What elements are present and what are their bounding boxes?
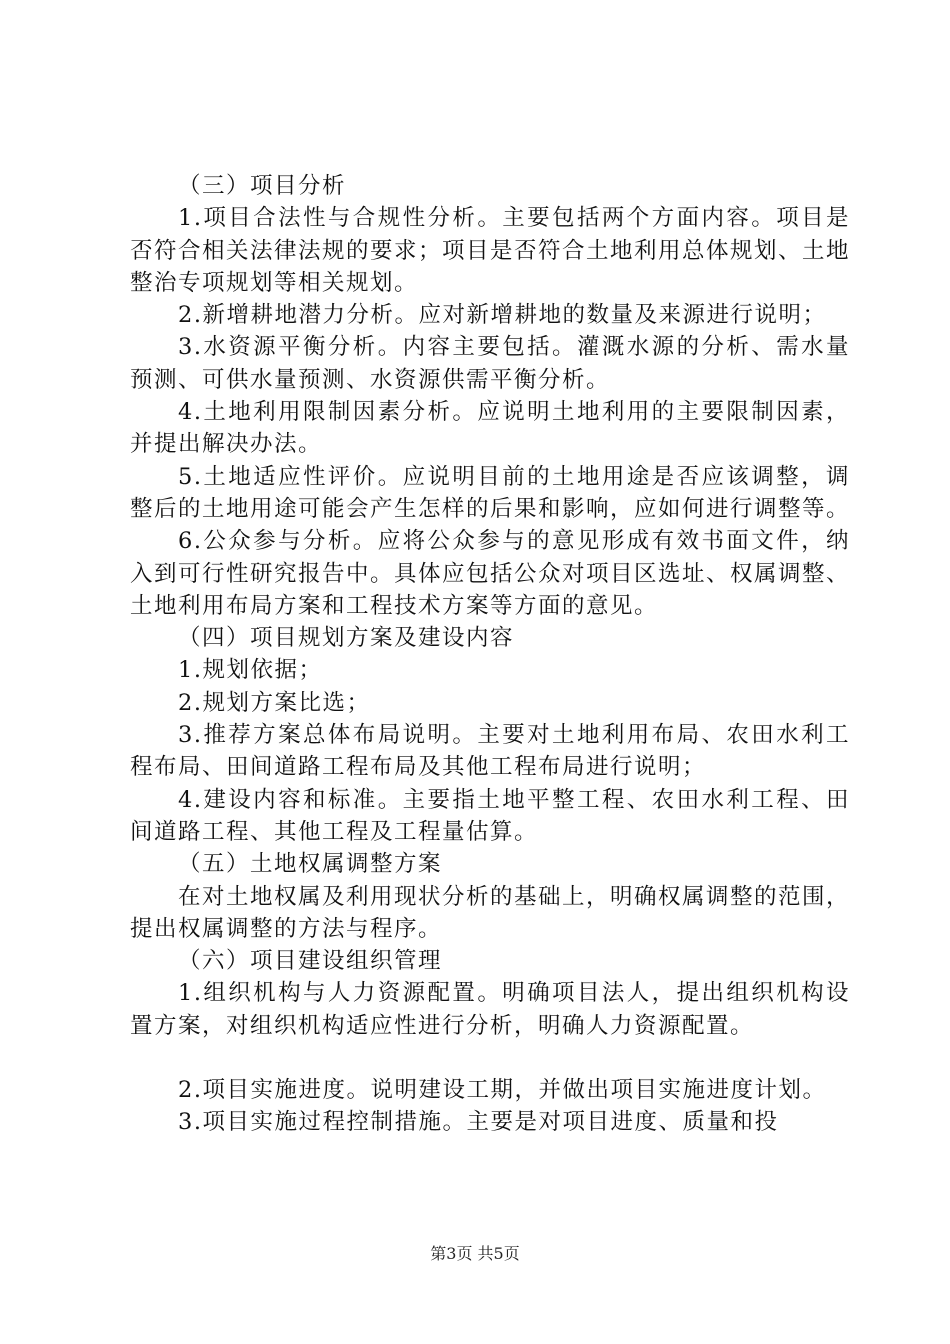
paragraph: 在对土地权属及利用现状分析的基础上，明确权属调整的范围，提出权属调整的方法与程序。 — [130, 883, 851, 942]
paragraph: 6.公众参与分析。应将公众参与的意见形成有效书面文件，纳入到可行性研究报告中。具体应包括公众对项目区选址、权属调整、土地利用布局方案和工程技术方案等方面的意见。 — [130, 528, 851, 619]
paragraph: 5.土地适应性评价。应说明目前的土地用途是否应该调整，调整后的土地用途可能会产生怎样的后果和影响，应如何进行调整等。 — [130, 463, 851, 522]
document-body — [130, 170, 850, 1139]
section-heading-3: （三）项目分析 — [178, 173, 347, 199]
paragraph: 1.组织机构与人力资源配置。明确项目法人，提出组织机构设置方案，对组织机构适应性进行分析，明确人力资源配置。 — [130, 980, 850, 1039]
paragraph: 3.水资源平衡分析。内容主要包括。灌溉水源的分析、需水量预测、可供水量预测、水资源供需平衡分析。 — [130, 334, 850, 393]
paragraph: 1.项目合法性与合规性分析。主要包括两个方面内容。项目是否符合相关法律法规的要求；项目是否符合土地利用总体规划、土地整治专项规划等相关规划。 — [130, 205, 851, 296]
paragraph: 2.规划方案比选； — [178, 689, 371, 716]
page-number-footer: 第3页 共5页 — [430, 1244, 520, 1263]
paragraph: 4.建设内容和标准。主要指土地平整工程、农田水利工程、田间道路工程、其他工程及工程量估算。 — [130, 786, 850, 845]
paragraph: 2.项目实施进度。说明建设工期，并做出项目实施进度计划。 — [178, 1077, 827, 1104]
paragraph: 4.土地利用限制因素分析。应说明土地利用的主要限制因素，并提出解决办法。 — [130, 399, 850, 458]
section-heading-6: （六）项目建设组织管理 — [178, 948, 443, 975]
paragraph: 1.规划依据； — [178, 657, 323, 684]
section-heading-5: （五）土地权属调整方案 — [178, 851, 443, 878]
paragraph: 3.项目实施过程控制措施。主要是对项目进度、质量和投 — [178, 1109, 779, 1136]
paragraph: 3.推荐方案总体布局说明。主要对土地利用布局、农田水利工程布局、田间道路工程布局及其他工程布局进行说明； — [130, 722, 850, 781]
paragraph: 2.新增耕地潜力分析。应对新增耕地的数量及来源进行说明； — [178, 302, 827, 329]
section-heading-4: （四）项目规划方案及建设内容 — [178, 625, 515, 652]
